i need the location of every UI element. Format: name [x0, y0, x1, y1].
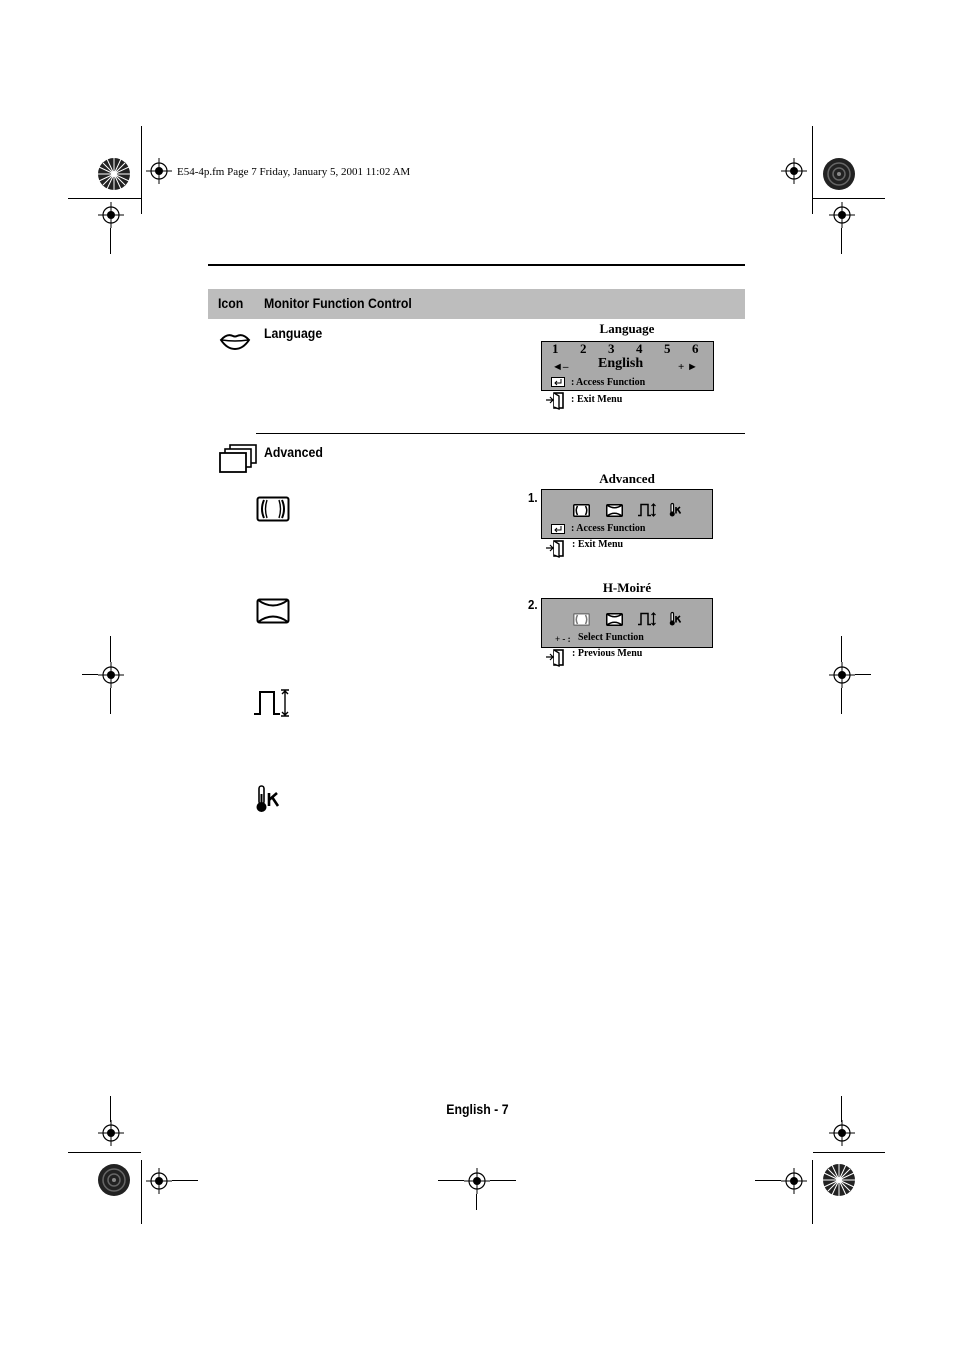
step-2-label: 2. [528, 597, 538, 612]
language-option-2[interactable]: 2 [580, 341, 587, 356]
file-info-header: E54-4p.fm Page 7 Friday, January 5, 2001 11:02 AM [177, 166, 411, 178]
v-moire-icon[interactable] [637, 611, 658, 627]
h-moire-icon[interactable] [606, 613, 623, 626]
crosshair-icon [98, 1120, 124, 1146]
advanced-access-function: : Access Function [571, 523, 646, 534]
crosshair-icon [829, 202, 855, 228]
pincushion-icon [256, 496, 290, 522]
language-access-prefix: : [571, 377, 575, 388]
registration-target-icon [96, 1162, 132, 1198]
exit-door-icon [545, 540, 567, 558]
exit-door-icon [545, 649, 567, 667]
crosshair-icon [98, 202, 124, 228]
language-osd-title: Language [599, 321, 655, 336]
previous-menu-text: : Previous Menu [572, 648, 643, 659]
advanced-osd-panel [541, 489, 713, 539]
registration-target-icon [96, 156, 132, 192]
crosshair-icon [146, 158, 172, 184]
language-exit-menu: Exit Menu [577, 394, 623, 405]
language-option-6[interactable]: 6 [692, 341, 699, 356]
step-1-label: 1. [528, 490, 538, 505]
enter-key-icon [551, 377, 565, 387]
h-moire-icon[interactable] [606, 504, 623, 517]
crosshair-icon [464, 1168, 490, 1194]
language-option-1[interactable]: 1 [552, 341, 559, 356]
language-option-3[interactable]: 3 [608, 341, 615, 356]
column-header-function: Monitor Function Control [264, 295, 412, 311]
advanced-exit-menu: : Exit Menu [572, 539, 624, 550]
color-temperature-icon[interactable] [669, 502, 684, 518]
enter-key-icon [551, 524, 565, 534]
table-header [208, 289, 745, 319]
language-access-function: Access Function [576, 377, 646, 388]
select-function-prefix: + - : [555, 634, 571, 644]
pincushion-icon[interactable] [573, 504, 590, 517]
crosshair-icon [829, 1120, 855, 1146]
crosshair-icon [781, 158, 807, 184]
crosshair-icon [146, 1168, 172, 1194]
color-temperature-icon [255, 784, 285, 814]
page-footer [0, 1101, 954, 1117]
pincushion-icon[interactable] [573, 613, 590, 626]
column-header-icon: Icon [218, 295, 244, 311]
advanced-osd-title: Advanced [599, 471, 655, 486]
h-moire-osd-panel [541, 598, 713, 648]
language-increase-arrow[interactable]: + ► [678, 361, 698, 373]
v-moire-icon[interactable] [637, 502, 658, 518]
language-value: English [598, 356, 644, 371]
crosshair-icon [829, 662, 855, 688]
language-exit-prefix: : [571, 394, 575, 405]
language-option-4[interactable]: 4 [636, 341, 643, 356]
v-moire-icon [252, 688, 294, 718]
language-option-5[interactable]: 5 [664, 341, 671, 356]
color-temperature-icon[interactable] [669, 611, 684, 627]
h-moire-icon [256, 598, 290, 624]
crosshair-icon [781, 1168, 807, 1194]
page-number: English - 7 [445, 1101, 509, 1117]
language-label: Language [264, 325, 323, 341]
registration-target-icon [821, 156, 857, 192]
select-function-text: Select Function [578, 632, 644, 643]
registration-target-icon [821, 1162, 857, 1198]
top-rule [208, 264, 745, 266]
language-osd-panel [541, 341, 714, 391]
stacked-windows-icon [218, 444, 258, 474]
row-separator [256, 433, 745, 434]
lips-icon [219, 331, 251, 351]
h-moire-osd-title: H-Moiré [602, 580, 652, 595]
advanced-label: Advanced [264, 444, 323, 460]
language-decrease-arrow[interactable]: ◄– [552, 361, 569, 373]
exit-door-icon [545, 392, 567, 410]
crosshair-icon [98, 662, 124, 688]
